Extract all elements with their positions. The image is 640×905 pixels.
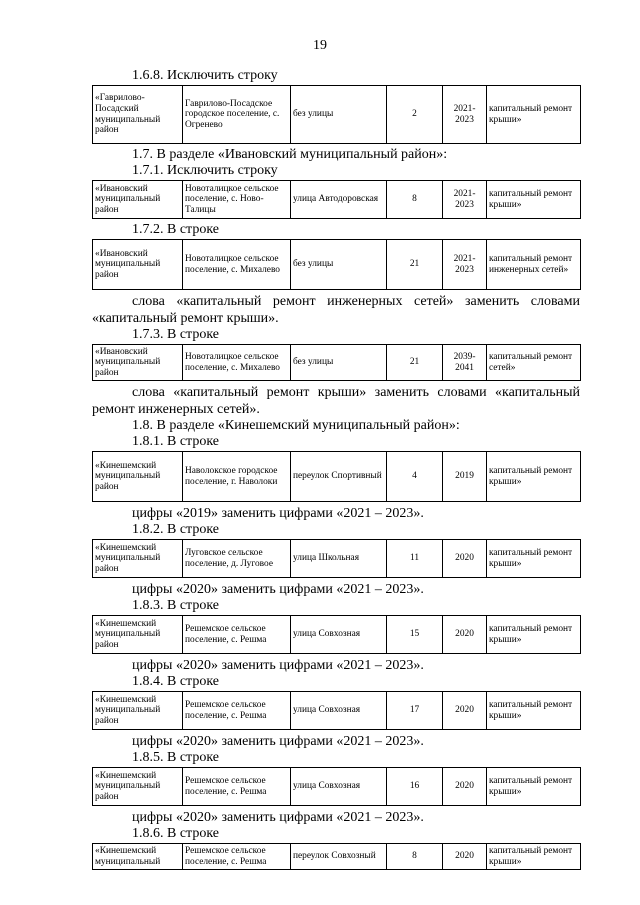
section-heading: 1.7.2. В строке — [132, 222, 220, 237]
cell-count: 8 — [387, 181, 443, 219]
amendment-table — [92, 767, 581, 806]
table-row — [93, 540, 581, 578]
section-heading: 1.7.1. Исключить строку — [132, 163, 278, 178]
cell-count: 11 — [387, 540, 443, 578]
cell-street: улица Школьная — [291, 540, 387, 578]
cell-settlement: Гаврилово-Посадское городское поселение, с. Огренево — [183, 86, 291, 144]
instruction-paragraph: цифры «2019» заменить цифрами «2021 – 2023». — [132, 506, 424, 521]
cell-street: без улицы — [291, 345, 387, 381]
cell-count: 21 — [387, 240, 443, 290]
cell-period: 2020 — [443, 692, 487, 730]
cell-work: капитальный ремонт сетей» — [487, 345, 581, 381]
cell-period: 2019 — [443, 452, 487, 502]
table-row — [93, 240, 581, 290]
cell-settlement: Новоталицкое сельское поселение, с. Михалево — [183, 345, 291, 381]
cell-work: капитальный ремонт крыши» — [487, 181, 581, 219]
table-row — [93, 181, 581, 219]
table-row — [93, 86, 581, 144]
cell-settlement: Решемское сельское поселение, с. Решма — [183, 616, 291, 654]
cell-street: улица Совхозная — [291, 768, 387, 806]
cell-district: «Кинешемский муниципальный район — [93, 616, 183, 654]
table-row — [93, 768, 581, 806]
cell-period: 2020 — [443, 540, 487, 578]
section-heading: 1.8.1. В строке — [132, 434, 220, 449]
instruction-paragraph: цифры «2020» заменить цифрами «2021 – 2023». — [132, 582, 424, 597]
cell-work: капитальный ремонт крыши» — [487, 540, 581, 578]
cell-street: улица Совхозная — [291, 692, 387, 730]
amendment-table — [92, 539, 581, 578]
page-number: 19 — [313, 38, 327, 53]
instruction-paragraph: цифры «2020» заменить цифрами «2021 – 2023». — [132, 810, 424, 825]
cell-count: 4 — [387, 452, 443, 502]
instruction-paragraph: слова «капитальный ремонт инженерных сетей» заменить словами «капитальный ремонт крыши». — [92, 294, 580, 326]
cell-district: «Кинешемский муниципальный район — [93, 768, 183, 806]
section-heading: 1.8.5. В строке — [132, 750, 220, 765]
table-row — [93, 616, 581, 654]
cell-settlement: Решемское сельское поселение, с. Решма — [183, 692, 291, 730]
cell-period: 2021-2023 — [443, 240, 487, 290]
instruction-paragraph: цифры «2020» заменить цифрами «2021 – 2023». — [132, 734, 424, 749]
section-heading: 1.8.4. В строке — [132, 674, 220, 689]
cell-count: 8 — [387, 844, 443, 870]
section-heading: 1.8.2. В строке — [132, 522, 220, 537]
cell-period: 2021-2023 — [443, 86, 487, 144]
cell-count: 21 — [387, 345, 443, 381]
amendment-table — [92, 615, 581, 654]
cell-street: переулок Спортивный — [291, 452, 387, 502]
cell-district: «Ивановский муниципальный район — [93, 240, 183, 290]
section-heading: 1.7.3. В строке — [132, 327, 220, 342]
amendment-table — [92, 451, 581, 502]
cell-work: капитальный ремонт крыши» — [487, 844, 581, 870]
cell-street: без улицы — [291, 86, 387, 144]
cell-district: «Кинешемский муниципальный район — [93, 692, 183, 730]
table-row — [93, 452, 581, 502]
instruction-paragraph: слова «капитальный ремонт крыши» заменить словами «капитальный ремонт инженерных сетей». — [92, 385, 580, 417]
section-heading: 1.8. В разделе «Кинешемский муниципальный район»: — [132, 418, 460, 433]
table-row — [93, 692, 581, 730]
cell-street: улица Совхозная — [291, 616, 387, 654]
cell-period: 2020 — [443, 844, 487, 870]
amendment-table — [92, 691, 581, 730]
amendment-table — [92, 843, 581, 870]
section-heading: 1.7. В разделе «Ивановский муниципальный район»: — [132, 147, 448, 162]
instruction-paragraph: цифры «2020» заменить цифрами «2021 – 2023». — [132, 658, 424, 673]
cell-district: «Кинешемский муниципальный район — [93, 540, 183, 578]
cell-period: 2020 — [443, 768, 487, 806]
cell-settlement: Наволокское городское поселение, г. Наволоки — [183, 452, 291, 502]
amendment-table — [92, 85, 581, 144]
cell-work: капитальный ремонт инженерных сетей» — [487, 240, 581, 290]
cell-street: улица Автодоровская — [291, 181, 387, 219]
section-heading: 1.8.3. В строке — [132, 598, 220, 613]
cell-settlement: Новоталицкое сельское поселение, с. Михалево — [183, 240, 291, 290]
document-body — [92, 68, 580, 873]
cell-street: переулок Совхозный — [291, 844, 387, 870]
cell-street: без улицы — [291, 240, 387, 290]
cell-district: «Кинешемский муниципальный — [93, 844, 183, 870]
amendment-table — [92, 344, 581, 381]
cell-district: «Гаврилово-Посадский муниципальный район — [93, 86, 183, 144]
cell-district: «Ивановский муниципальный район — [93, 181, 183, 219]
cell-work: капитальный ремонт крыши» — [487, 86, 581, 144]
cell-count: 17 — [387, 692, 443, 730]
cell-period: 2021-2023 — [443, 181, 487, 219]
cell-count: 16 — [387, 768, 443, 806]
cell-work: капитальный ремонт крыши» — [487, 616, 581, 654]
cell-settlement: Решемское сельское поселение, с. Решма — [183, 768, 291, 806]
table-row — [93, 844, 581, 870]
section-heading: 1.8.6. В строке — [132, 826, 220, 841]
cell-work: капитальный ремонт крыши» — [487, 692, 581, 730]
cell-count: 2 — [387, 86, 443, 144]
cell-period: 2020 — [443, 616, 487, 654]
cell-work: капитальный ремонт крыши» — [487, 768, 581, 806]
cell-work: капитальный ремонт крыши» — [487, 452, 581, 502]
amendment-table — [92, 239, 581, 290]
amendment-table — [92, 180, 581, 219]
cell-district: «Кинешемский муниципальный район — [93, 452, 183, 502]
cell-district: «Ивановский муниципальный район — [93, 345, 183, 381]
cell-settlement: Решемское сельское поселение, с. Решма — [183, 844, 291, 870]
cell-count: 15 — [387, 616, 443, 654]
cell-period: 2039-2041 — [443, 345, 487, 381]
cell-settlement: Луговское сельское поселение, д. Луговое — [183, 540, 291, 578]
table-row — [93, 345, 581, 381]
section-heading: 1.6.8. Исключить строку — [132, 68, 278, 83]
cell-settlement: Новоталицкое сельское поселение, с. Ново-Талицы — [183, 181, 291, 219]
